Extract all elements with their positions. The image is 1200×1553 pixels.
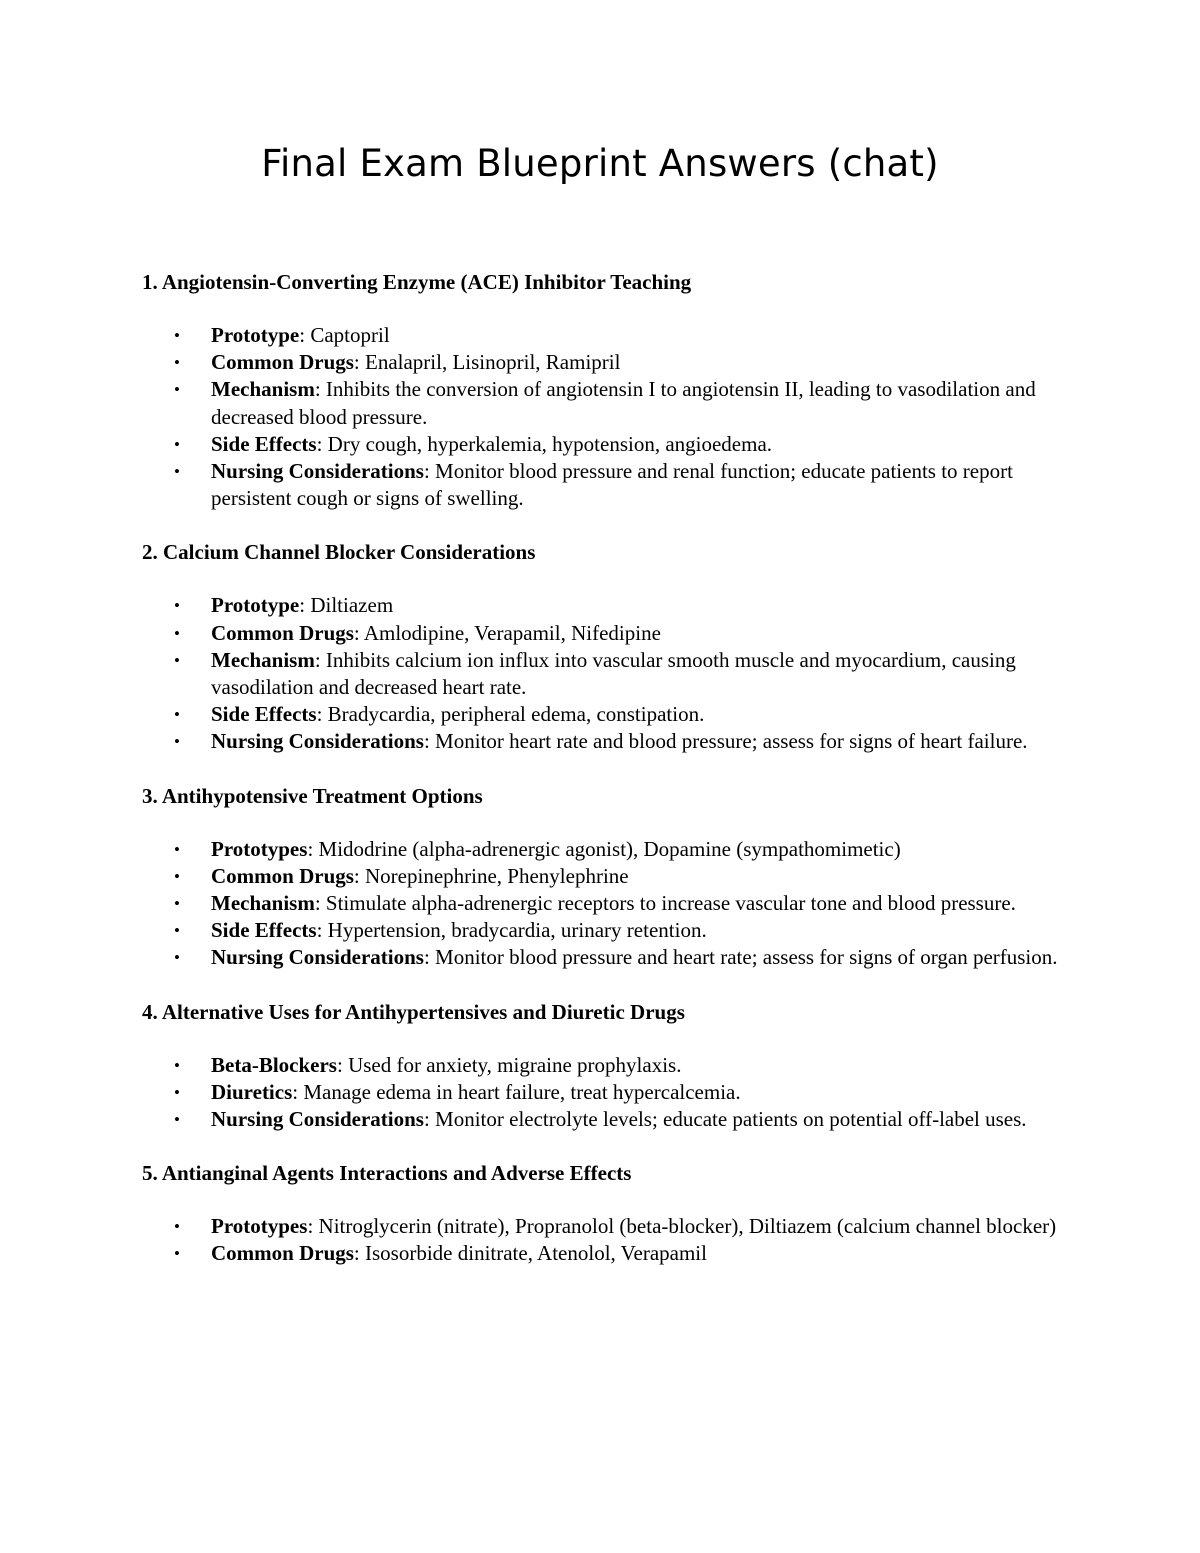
section-4 [142, 998, 1072, 1134]
item-description: : Diltiazem [299, 593, 394, 618]
list-item [142, 944, 1072, 971]
bullet-list [142, 1052, 1072, 1134]
list-item [142, 592, 1072, 619]
list-item [142, 647, 1072, 701]
section-2 [142, 538, 1072, 755]
bullet-icon: • [174, 380, 180, 400]
list-item [142, 890, 1072, 917]
bullet-icon: • [174, 1110, 180, 1130]
bullet-icon: • [174, 948, 180, 968]
item-description: : Norepinephrine, Phenylephrine [353, 863, 629, 888]
list-item [142, 836, 1072, 863]
item-term: Nursing Considerations [211, 1107, 424, 1132]
list-item [142, 1213, 1072, 1240]
item-description: : Enalapril, Lisinopril, Ramipril [353, 350, 621, 375]
bullet-icon: • [174, 732, 180, 752]
bullet-icon: • [174, 623, 180, 643]
list-item [142, 728, 1072, 755]
bullet-icon: • [174, 866, 180, 886]
bullet-icon: • [174, 705, 180, 725]
section-heading: 5. Antianginal Agents Interactions and Adverse Effects [142, 1161, 632, 1186]
item-term: Mechanism [211, 647, 315, 672]
item-term: Common Drugs [211, 620, 354, 645]
item-description: : Monitor blood pressure and heart rate; assess for signs of organ perfusion. [423, 945, 1058, 970]
list-item [142, 1079, 1072, 1106]
item-description: : Stimulate alpha-adrenergic receptors to increase vascular tone and blood pressure. [314, 891, 1016, 916]
section-5 [142, 1159, 1072, 1267]
bullet-list [142, 322, 1072, 512]
bullet-icon: • [174, 596, 180, 616]
item-term: Side Effects [211, 702, 317, 727]
bullet-icon: • [174, 434, 180, 454]
section-heading: 3. Antihypotensive Treatment Options [142, 783, 483, 808]
bullet-icon: • [174, 650, 180, 670]
item-description: : Inhibits calcium ion influx into vascular smooth muscle and myocardium, causing vasodilation and decreased heart rate. [211, 647, 1016, 700]
list-item [142, 349, 1072, 376]
list-item [142, 458, 1072, 512]
section-heading: 4. Alternative Uses for Antihypertensives and Diuretic Drugs [142, 999, 685, 1024]
item-term: Mechanism [211, 891, 315, 916]
item-term: Common Drugs [211, 863, 354, 888]
bullet-list [142, 1213, 1072, 1267]
item-description: : Dry cough, hyperkalemia, hypotension, angioedema. [316, 431, 773, 456]
item-term: Common Drugs [211, 350, 354, 375]
list-item [142, 431, 1072, 458]
section-heading: 2. Calcium Channel Blocker Considerations [142, 540, 536, 565]
list-item [142, 701, 1072, 728]
section-heading: 1. Angiotensin-Converting Enzyme (ACE) Inhibitor Teaching [142, 270, 692, 294]
item-term: Common Drugs [211, 1241, 354, 1266]
item-description: : Midodrine (alpha-adrenergic agonist), Dopamine (sympathomimetic) [307, 836, 901, 861]
section-3 [142, 782, 1072, 972]
list-item [142, 863, 1072, 890]
list-item [142, 322, 1072, 349]
item-term: Mechanism [211, 377, 315, 402]
item-term: Nursing Considerations [211, 459, 424, 484]
item-term: Prototypes [211, 836, 308, 861]
item-description: : Inhibits the conversion of angiotensin I to angiotensin II, leading to vasodilation and decreased blood pressure. [211, 377, 1036, 429]
bullet-icon: • [174, 1217, 180, 1237]
item-description: : Monitor electrolyte levels; educate patients on potential off-label uses. [423, 1107, 1027, 1132]
document-title: Final Exam Blueprint Answers (chat) [261, 142, 939, 185]
bullet-icon: • [174, 1082, 180, 1102]
item-term: Nursing Considerations [211, 729, 424, 754]
bullet-icon: • [174, 1055, 180, 1075]
section-1 [142, 268, 1072, 512]
item-term: Beta-Blockers [211, 1052, 337, 1077]
item-description: : Nitroglycerin (nitrate), Propranolol (beta-blocker), Diltiazem (calcium channel blocker) [307, 1214, 1057, 1239]
item-description: : Amlodipine, Verapamil, Nifedipine [353, 620, 661, 645]
list-item [142, 376, 1072, 430]
bullet-icon: • [174, 462, 180, 482]
bullet-icon: • [174, 839, 180, 859]
item-description: : Captopril [299, 323, 390, 347]
bullet-icon: • [174, 921, 180, 941]
item-term: Prototype [211, 323, 300, 347]
bullet-icon: • [174, 894, 180, 914]
item-term: Prototype [211, 593, 300, 618]
item-description: : Used for anxiety, migraine prophylaxis. [336, 1052, 682, 1077]
bullet-icon: • [174, 353, 180, 373]
document-body [142, 268, 1072, 1294]
item-term: Diuretics [211, 1079, 293, 1104]
item-term: Prototypes [211, 1214, 308, 1239]
item-description: : Isosorbide dinitrate, Atenolol, Verapamil [353, 1241, 707, 1266]
item-description: : Manage edema in heart failure, treat hypercalcemia. [292, 1079, 741, 1104]
bullet-icon: • [174, 326, 180, 345]
item-term: Side Effects [211, 431, 317, 456]
item-description: : Monitor blood pressure and renal function; educate patients to report persistent cough or signs of swelling. [211, 459, 1013, 511]
item-term: Nursing Considerations [211, 945, 424, 970]
list-item [142, 917, 1072, 944]
list-item [142, 1052, 1072, 1079]
bullet-list [142, 592, 1072, 755]
list-item [142, 620, 1072, 647]
list-item [142, 1106, 1072, 1133]
list-item [142, 1240, 1072, 1267]
item-description: : Bradycardia, peripheral edema, constipation. [316, 702, 705, 727]
item-term: Side Effects [211, 918, 317, 943]
item-description: : Monitor heart rate and blood pressure; assess for signs of heart failure. [423, 729, 1028, 754]
bullet-list [142, 836, 1072, 972]
bullet-icon: • [174, 1244, 180, 1264]
item-description: : Hypertension, bradycardia, urinary retention. [316, 918, 707, 943]
